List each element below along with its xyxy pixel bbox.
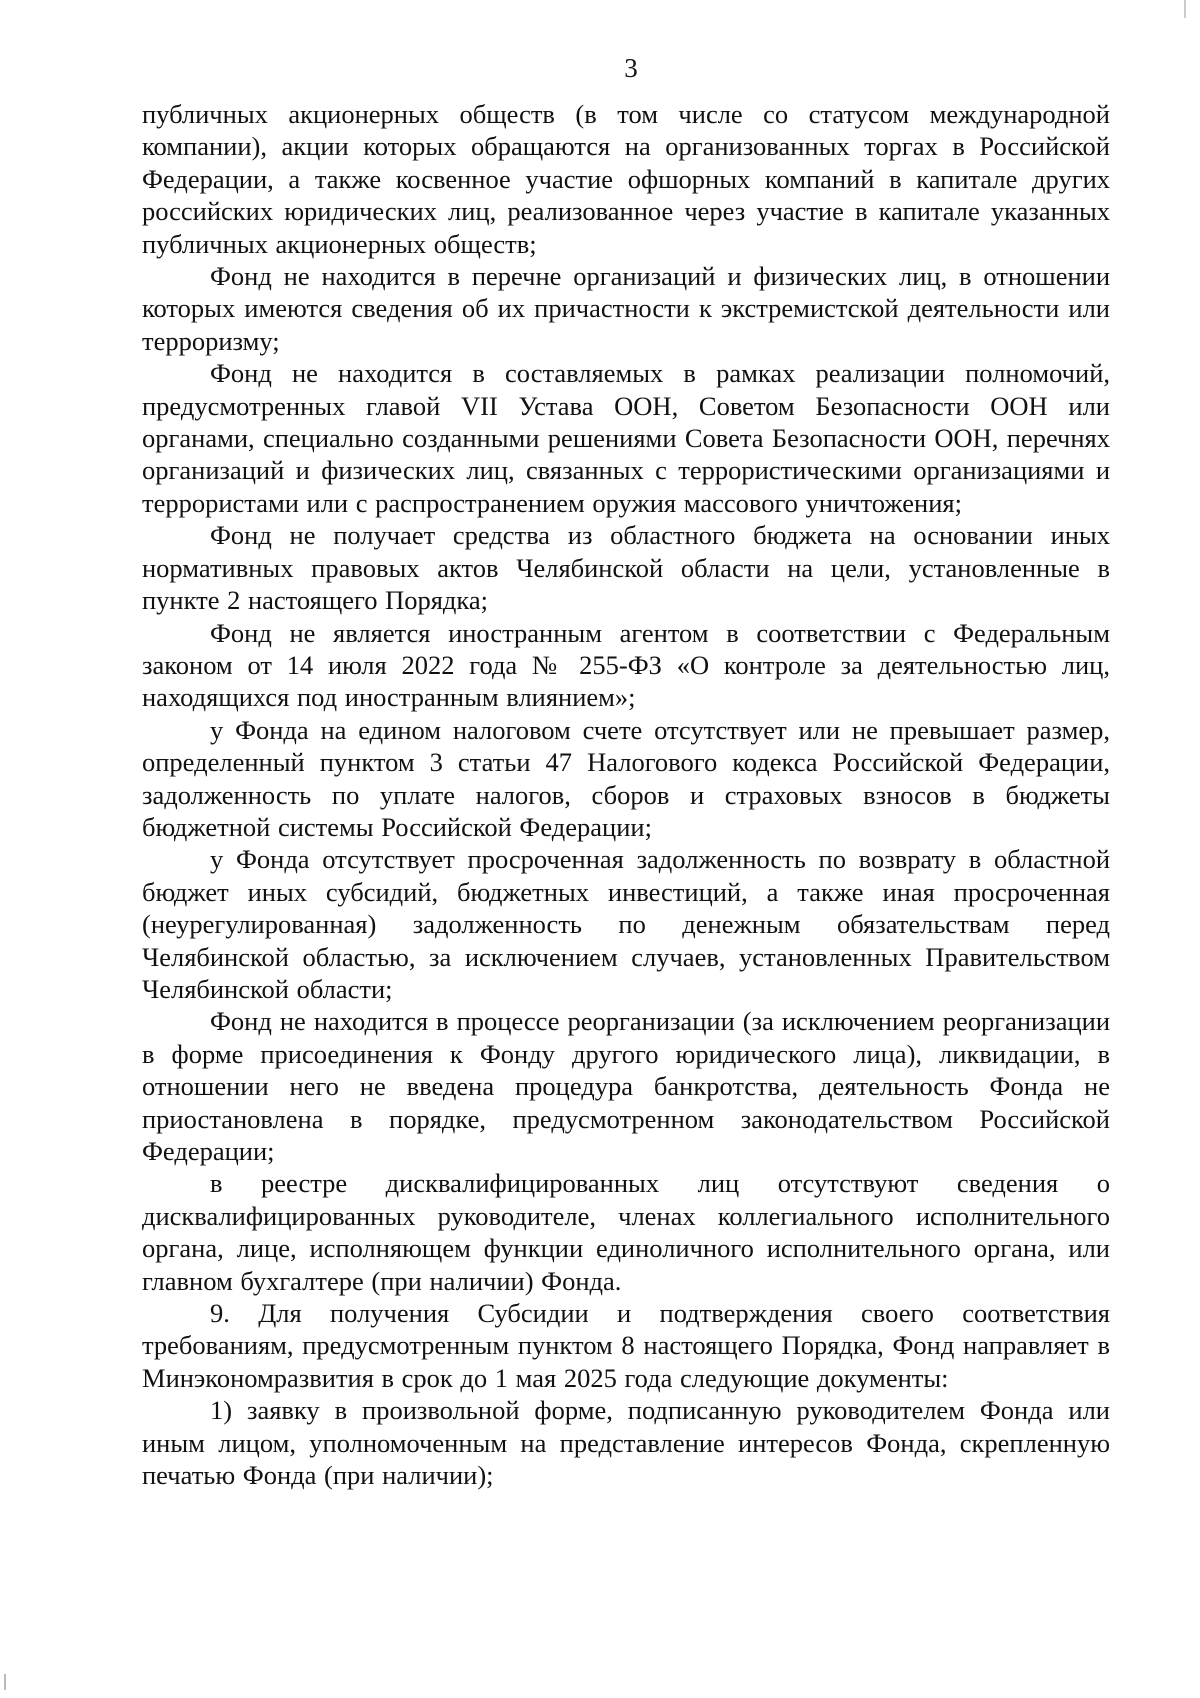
paragraph-un-sanctions-list: Фонд не находится в составляемых в рамках реализации полномочий, предусмотренных главой VII Устава ООН, Советом Безопасности ООН или органами, специально созданными решениями Совета Безопасности ООН, перечнях организаций и физических лиц, связанных с террористическими организациями и террористами или с распространением оружия массового уничтожения; (142, 358, 1110, 518)
paragraph-tax-debt: у Фонда на едином налоговом счете отсутствует или не превышает размер, определенный пунктом 3 статьи 47 Налогового кодекса Российской Федерации, задолженность по уплате налогов, сборов и страховых взносов в бюджеты бюджетной системы Российской Федерации; (142, 714, 1110, 842)
scan-edge-mark-left (4, 1674, 6, 1690)
page-number: 3 (624, 53, 638, 83)
paragraph-item-9-1: 1) заявку в произвольной форме, подписанную руководителем Фонда или иным лицом, уполномоченным на представление интересов Фонда, скрепленную печатью Фонда (при наличии); (142, 1395, 1110, 1491)
paragraph-item-9: 9. Для получения Субсидии и подтверждения своего соответствия требованиям, предусмотренным пунктом 8 настоящего Порядка, Фонд направляет в Минэкономразвития в срок до 1 мая 2025 года следующие документы: (142, 1298, 1110, 1393)
paragraph-continuation: публичных акционерных обществ (в том числе со статусом международной компании), акции которых обращаются на организованных торгах в Российской Федерации, а также косвенное участие офшорных компаний в капитале других российских юридических лиц, реализованное через участие в капитале указанных публичных акционерных обществ; (142, 99, 1110, 259)
paragraph-disqualified-persons: в реестре дисквалифицированных лиц отсутствуют сведения о дисквалифицированных руководителе, членах коллегиального исполнительного органа, лице, исполняющем функции единоличного исполнительного органа, или главном бухгалтере (при наличии) Фонда. (142, 1168, 1110, 1296)
paragraph-reorganization: Фонд не находится в процессе реорганизации (за исключением реорганизации в форме присоединения к Фонду другого юридического лица), ликвидации, в отношении него не введена процедура банкротства, деятельность Фонда не приостановлена в порядке, предусмотренном законодательством Российской Федерации; (142, 1006, 1110, 1166)
paragraph-budget-funds: Фонд не получает средства из областного бюджета на основании иных нормативных правовых актов Челябинской области на цели, установленные в пункте 2 настоящего Порядка; (142, 520, 1110, 616)
paragraph-foreign-agent: Фонд не является иностранным агентом в соответствии с Федеральным законом от 14 июля 2022 года № 255-ФЗ «О контроле за деятельностью лиц, находящихся под иностранным влиянием»; (142, 617, 1110, 713)
paragraph-overdue-debt: у Фонда отсутствует просроченная задолженность по возврату в областной бюджет иных субсидий, бюджетных инвестиций, а также иная просроченная (неурегулированная) задолженность по денежным обязательствам перед Челябинской областью, за исключением случаев, установленных Правительством Челябинской области; (142, 844, 1110, 1004)
scan-edge-mark (1184, 0, 1186, 18)
paragraph-extremism-list: Фонд не находится в перечне организаций и физических лиц, в отношении которых имеются сведения об их причастности к экстремистской деятельности или терроризму; (142, 261, 1110, 356)
